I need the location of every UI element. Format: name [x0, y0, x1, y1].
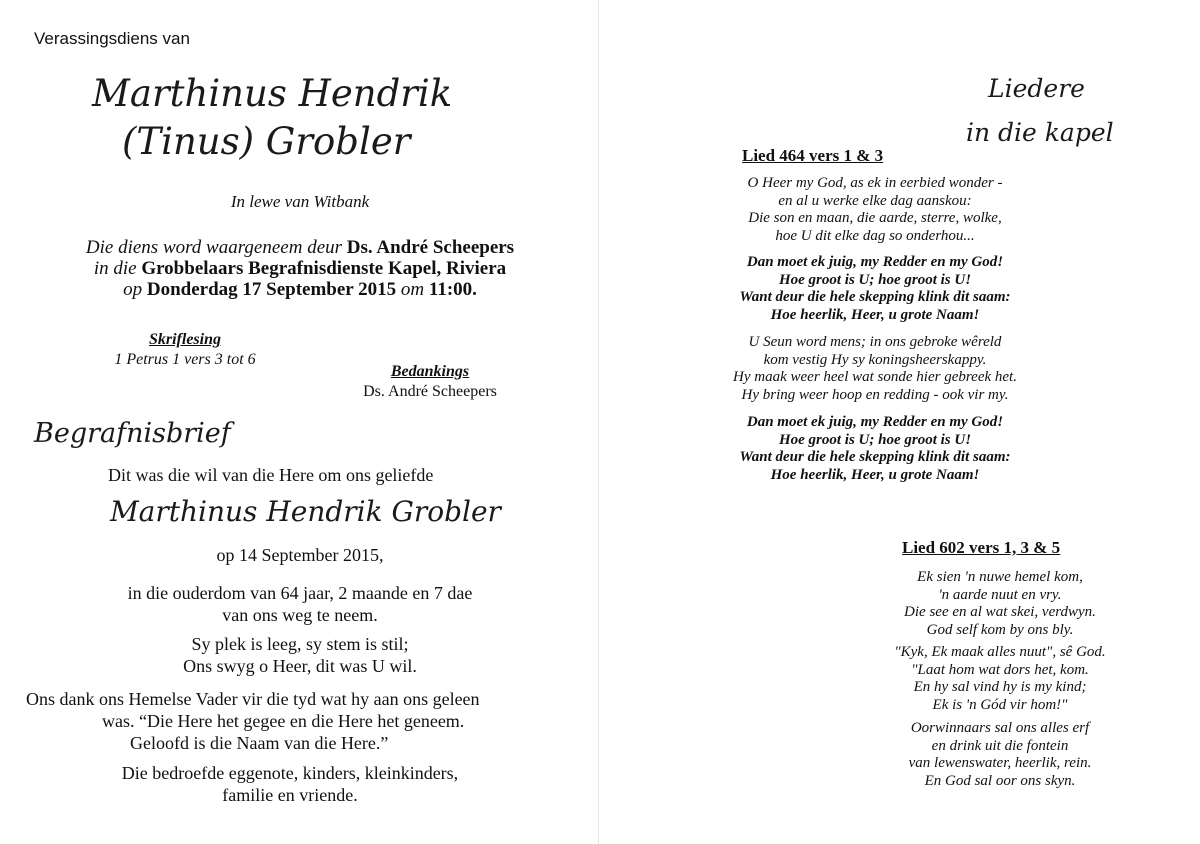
thanks-block: [26, 688, 586, 754]
song-1-heading: Lied 464 vers 1 & 3: [742, 146, 884, 165]
age-line-2: van ons weg te neem.: [222, 605, 378, 625]
song-1-verse-2-line-4: Hy bring weer hoop en redding - ook vir my.: [741, 386, 1009, 403]
song-2-heading: Lied 602 vers 1, 3 & 5: [902, 538, 1061, 557]
song-2-verse-2-line-3: En hy sal vind hy is my kind;: [913, 679, 1087, 695]
song-1-verse-2-line-3: Hy maak weer heel wat sonde hier gebreek het.: [733, 369, 1017, 385]
skriflesing-text: 1 Petrus 1 vers 3 tot 6: [114, 351, 256, 368]
song-1-chorus-1-line-2: Hoe groot is U; hoe groot is U!: [778, 271, 972, 288]
song-2-verse-2-line-1: "Kyk, Ek maak alles nuut", sê God.: [894, 644, 1106, 660]
service-line-2-prefix: in die: [93, 258, 137, 279]
song-2-verse-3-line-4: En God sal oor ons skyn.: [924, 772, 1076, 789]
songs-title-line-2: in die kapel: [966, 118, 1114, 147]
poem-line-1: Sy plek is leeg, sy stem is stil;: [191, 634, 409, 654]
service-details: [0, 237, 600, 300]
song-1-verse-1-line-3: Die son en maan, die aarde, sterre, wolke,: [748, 210, 1002, 226]
family-block: [0, 762, 580, 806]
service-line-3-mid: om: [400, 279, 425, 300]
song-1-chorus-1: [600, 254, 1150, 324]
song-1-verse-1-line-2: en al u werke elke dag aanskou:: [778, 192, 972, 209]
song-1-chorus-1-line-3: Want deur die hele skepping klink dit saam:: [739, 289, 1011, 305]
family-line-1: Die bedroefde eggenote, kinders, kleinkinders,: [121, 763, 459, 783]
letter-intro: Dit was die wil van die Here om ons geliefde: [108, 465, 434, 485]
age-block: [0, 582, 600, 626]
deceased-name-line-1: Marthinus Hendrik: [92, 72, 453, 115]
song-2-verse-1-line-1: Ek sien 'n nuwe hemel kom,: [917, 569, 1083, 585]
residence-text: In lewe van Witbank: [230, 192, 370, 211]
poem-line-2: Ons swyg o Heer, dit was U wil.: [183, 656, 417, 676]
song-2-verse-2-line-4: Ek is 'n Gód vir hom!": [932, 696, 1068, 713]
thanks-line-1: Ons dank ons Hemelse Vader vir die tyd wat hy aan ons geleen: [26, 689, 480, 709]
skriflesing-heading: Skriflesing: [148, 331, 221, 348]
bedankings-block: [330, 362, 530, 402]
thanks-line-2: was. “Die Here het gegee en die Here het geneem.: [102, 711, 465, 731]
song-1-chorus-1-line-4: Hoe heerlik, Heer, u grote Naam!: [770, 306, 980, 323]
letter-deceased-name: Marthinus Hendrik Grobler: [110, 495, 501, 528]
thanks-line-3: Geloofd is die Naam van die Here.”: [130, 733, 389, 753]
song-1-verse-1-line-4: hoe U dit elke dag so onderhou...: [775, 227, 975, 244]
skriflesing-block: [100, 330, 270, 370]
song-1-verse-2-line-2: kom vestig Hy sy koningsheerskappy.: [763, 351, 987, 368]
service-time: 11:00.: [428, 279, 477, 300]
song-1-verse-2-line-1: U Seun word mens; in ons gebroke wêreld: [748, 334, 1002, 350]
song-1-chorus-2-line-3: Want deur die hele skepping klink dit saam:: [739, 449, 1011, 465]
venue: Grobbelaars Begrafnisdienste Kapel, Riviera: [141, 258, 507, 279]
right-page: [600, 0, 1200, 844]
song-2-verse-2: [880, 644, 1120, 714]
officiant: Ds. André Scheepers: [346, 237, 515, 258]
song-2-verse-1-line-3: Die see en al wat skei, verdwyn.: [904, 604, 1096, 620]
song-1-chorus-2: [600, 414, 1150, 484]
song-2-verse-1: [880, 569, 1120, 639]
bedankings-text: Ds. André Scheepers: [363, 383, 497, 400]
song-2-verse-2-line-2: "Laat hom wat dors het, kom.: [911, 661, 1089, 678]
family-line-2: familie en vriende.: [222, 785, 358, 805]
song-1-chorus-2-line-2: Hoe groot is U; hoe groot is U!: [778, 431, 972, 448]
song-2-verse-3-line-2: en drink uit die fontein: [931, 737, 1069, 754]
song-2-verse-3-line-1: Oorwinnaars sal ons alles erf: [910, 720, 1090, 736]
song-1-verse-1-line-1: O Heer my God, as ek in eerbied wonder -: [747, 175, 1003, 191]
service-line-1-prefix: Die diens word waargeneem deur: [85, 237, 343, 258]
song-1-chorus-2-line-1: Dan moet ek juig, my Redder en my God!: [746, 414, 1004, 430]
song-1-chorus-2-line-4: Hoe heerlik, Heer, u grote Naam!: [770, 466, 980, 483]
header-label: Verassingsdiens van: [34, 29, 190, 48]
songs-title-line-1: Liedere: [988, 74, 1085, 103]
song-1-verse-2: [600, 334, 1150, 404]
song-1-verse-1: [600, 175, 1150, 245]
song-2-verse-3: [880, 720, 1120, 790]
song-2-verse-3-line-3: van lewenswater, heerlik, rein.: [908, 755, 1092, 771]
song-1-chorus-1-line-1: Dan moet ek juig, my Redder en my God!: [746, 254, 1004, 270]
age-line-1: in die ouderdom van 64 jaar, 2 maande en 7 dae: [127, 583, 473, 603]
deceased-name-line-2: (Tinus) Grobler: [122, 120, 411, 163]
bedankings-heading: Bedankings: [390, 363, 470, 380]
poem-block: [0, 633, 600, 677]
song-2-verse-1-line-4: God self kom by ons bly.: [926, 621, 1074, 638]
letter-heading: Begrafnisbrief: [34, 418, 231, 449]
service-date: Donderdag 17 September 2015: [146, 279, 397, 300]
service-line-3-prefix: op: [123, 279, 143, 300]
passing-date: op 14 September 2015,: [216, 545, 384, 565]
song-2-verse-1-line-2: 'n aarde nuut en vry.: [938, 586, 1062, 603]
